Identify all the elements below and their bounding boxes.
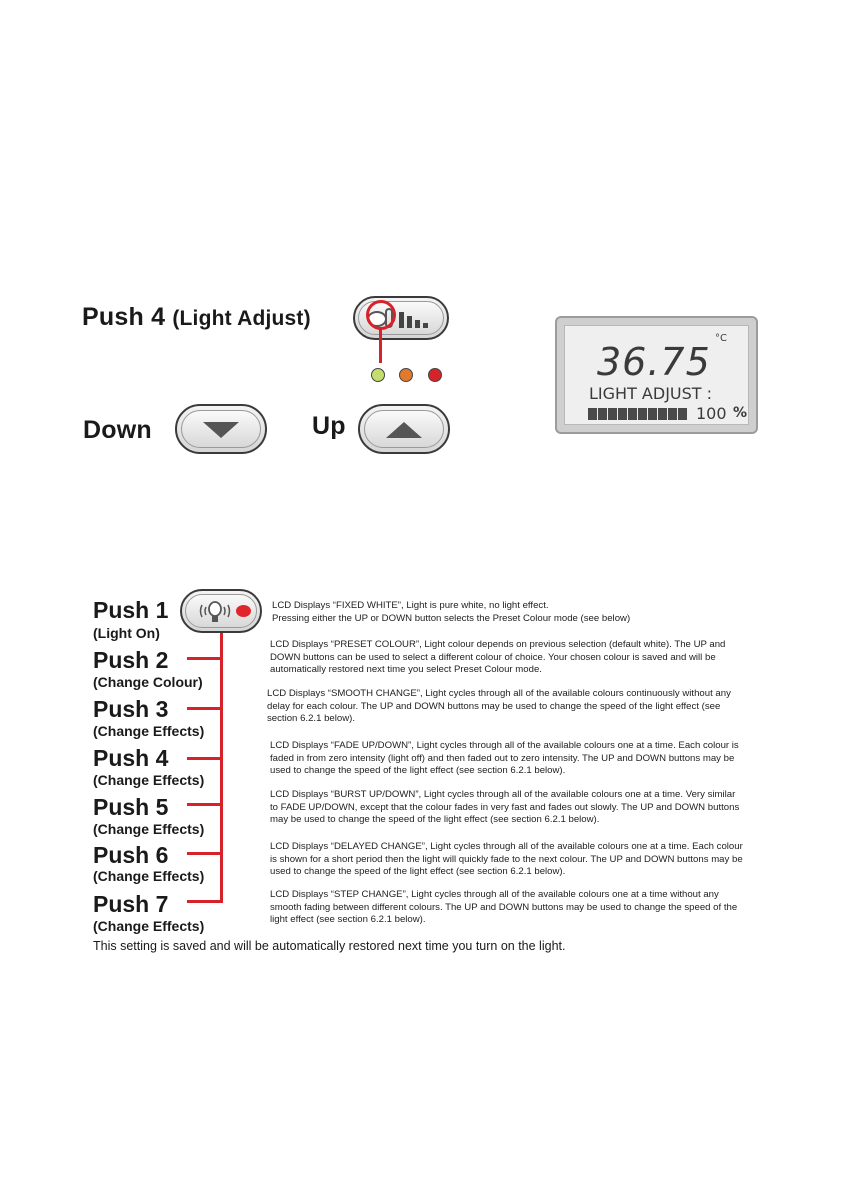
lcd-screen <box>564 325 749 425</box>
step-2-push: Push 2 <box>93 647 169 673</box>
lcd-bar-segment <box>638 408 647 420</box>
step-tick-3 <box>187 707 220 710</box>
lcd-display <box>555 316 758 434</box>
step-2-description: LCD Displays “PRESET COLOUR”, Light colour depends on previous selection (default white). The UP and DOWN buttons can be used to select a different colour of choice. Your chosen colour is saved and will be automatically restored next time you select Preset Colour mode. <box>270 639 726 676</box>
step-6-description: LCD Displays “DELAYED CHANGE”, Light cycles through all of the available colours one at a time. Each colour is shown for a short period then the light will quickly fade to the next colour. The UP and DOWN buttons may be used to change the speed of the light effect (see section 6.2.1 below). <box>270 841 743 878</box>
highlight-connector <box>379 329 382 363</box>
lcd-bar-segment <box>598 408 607 420</box>
step-6-push: Push 6 <box>93 842 169 868</box>
lcd-bar-segment <box>618 408 627 420</box>
up-label: Up <box>312 412 346 440</box>
push4-label: Push 4 <box>82 303 166 331</box>
light-bulb-icon <box>198 599 232 625</box>
step-1-sub: (Light On) <box>93 625 160 641</box>
step-7-description: LCD Displays “STEP CHANGE”, Light cycles through all of the available colours one at a time without any smooth fading between different colours. The UP and DOWN buttons may be used to change the speed of the light effect (see section 6.2.1 below). <box>270 889 738 926</box>
lcd-temperature: 36.75 <box>597 340 711 384</box>
step-5-push: Push 5 <box>93 794 169 820</box>
step-5-description: LCD Displays “BURST UP/DOWN”, Light cycles through all of the available colours one at a time. Very similar to FADE UP/DOWN, except that the colour fades in very fast and fades out slowly. The UP and DOWN buttons may be used to change the speed of the light effect (see section 6.2.1 below). <box>270 789 740 826</box>
step-3-push: Push 3 <box>93 696 169 722</box>
down-button[interactable] <box>175 404 267 454</box>
lcd-bar-segment <box>588 408 597 420</box>
lcd-level-value: 100 <box>696 404 727 423</box>
step-tick-5 <box>187 803 220 806</box>
lcd-bar-segment <box>678 408 687 420</box>
step-7-sub: (Change Effects) <box>93 918 205 934</box>
lcd-level-bar <box>588 408 687 420</box>
led-green <box>371 368 385 382</box>
footer-note: This setting is saved and will be automatically restored next time you turn on the light. <box>93 939 566 953</box>
led-orange <box>399 368 413 382</box>
chevron-up-icon <box>384 420 424 440</box>
push4-sublabel: (Light Adjust) <box>172 307 311 330</box>
chevron-down-icon <box>201 420 241 440</box>
led-red <box>428 368 442 382</box>
step-5-sub: (Change Effects) <box>93 821 205 837</box>
steps-connector <box>220 633 223 903</box>
step-1-description: LCD Displays “FIXED WHITE”, Light is pure white, no light effect. Pressing either the UP or DOWN button selects the Preset Colour mode (see below) <box>272 600 631 624</box>
step-tick-4 <box>187 757 220 760</box>
step-tick-2 <box>187 657 220 660</box>
lcd-bar-segment <box>608 408 617 420</box>
step-4-sub: (Change Effects) <box>93 772 205 788</box>
push4-heading <box>82 303 311 332</box>
lcd-bar-segment <box>658 408 667 420</box>
lcd-bar-segment <box>628 408 637 420</box>
step-2-sub: (Change Colour) <box>93 674 203 690</box>
lcd-percent-symbol: % <box>733 405 748 421</box>
step-tick-7 <box>187 900 223 903</box>
step-4-description: LCD Displays “FADE UP/DOWN”, Light cycles through all of the available colours one at a time. Each colour is faded in from zero intensity (light off) and then faded out to zero intensity. The UP and DOWN buttons may be used to change the speed of the light effect (see section 6.2.1 below). <box>270 740 739 777</box>
step-1-push: Push 1 <box>93 597 169 623</box>
lcd-bar-segment <box>668 408 677 420</box>
step-3-sub: (Change Effects) <box>93 723 205 739</box>
lcd-bar-segment <box>648 408 657 420</box>
red-indicator-icon <box>236 605 251 617</box>
light-on-button[interactable] <box>180 589 262 633</box>
step-3-description: LCD Displays “SMOOTH CHANGE”, Light cycles through all of the available colours continuously without any delay for each colour. The UP and DOWN buttons may be used to change the speed of the light effect (see section 6.2.1 below). <box>267 688 731 725</box>
up-button[interactable] <box>358 404 450 454</box>
level-bars-icon <box>399 310 435 330</box>
lcd-mode-text: LIGHT ADJUST : <box>589 384 713 403</box>
step-4-push: Push 4 <box>93 745 169 771</box>
step-7-push: Push 7 <box>93 891 169 917</box>
down-label: Down <box>83 416 152 444</box>
step-tick-6 <box>187 852 220 855</box>
step-6-sub: (Change Effects) <box>93 868 205 884</box>
highlight-circle <box>366 300 396 330</box>
lcd-unit: °C <box>715 333 727 344</box>
